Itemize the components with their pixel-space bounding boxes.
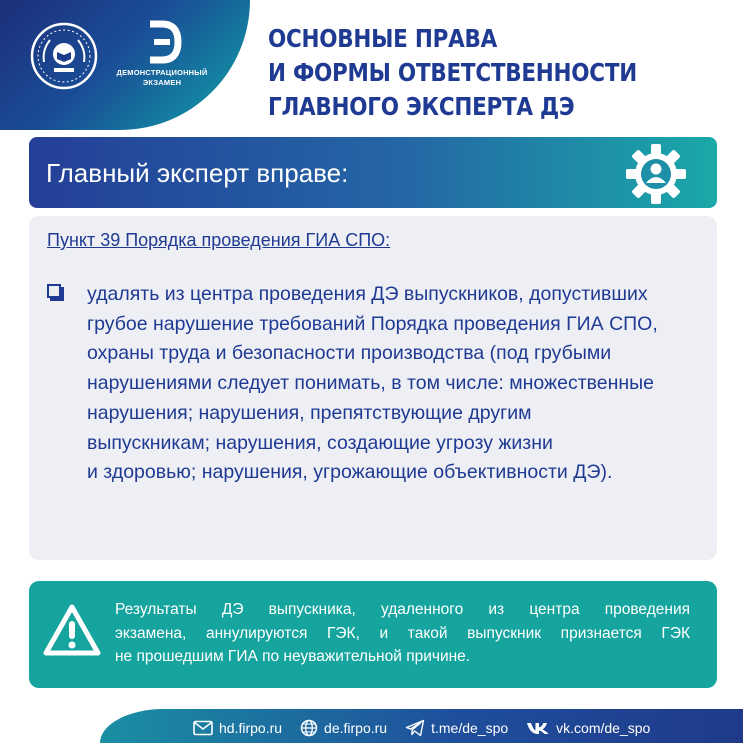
title-line-1: ОСНОВНЫЕ ПРАВА xyxy=(268,24,497,53)
telegram-icon xyxy=(405,719,425,737)
body-line: грубое нарушение требований Порядка проведения ГИА СПО, xyxy=(87,312,658,335)
footer-link-text: hd.firpo.ru xyxy=(219,720,283,736)
globe-icon xyxy=(300,719,318,737)
warning-box xyxy=(29,581,717,688)
panel-subtitle: Пункт 39 Порядка проведения ГИА СПО: xyxy=(47,230,391,250)
header-background xyxy=(0,0,250,130)
panel-body-text xyxy=(87,280,717,488)
checkbox-icon xyxy=(47,284,61,298)
footer-link-text: t.me/de_spo xyxy=(431,720,509,736)
warning-triangle-icon xyxy=(43,603,101,657)
footer-link-site[interactable] xyxy=(300,719,387,737)
warning-line: не прошедшим ГИА по неуважительной причине. xyxy=(115,648,471,665)
footer-link-vk[interactable] xyxy=(526,720,650,736)
mail-icon xyxy=(193,720,213,736)
body-line: нарушения; нарушения, препятствующие другим xyxy=(87,401,532,424)
de-logo-mark xyxy=(140,20,184,64)
footer-link-mail[interactable] xyxy=(193,720,282,736)
section-banner xyxy=(29,137,717,208)
vk-icon xyxy=(526,721,550,735)
warning-line: экзамена, аннулируются ГЭК, и такой выпускник признается ГЭК xyxy=(115,624,690,642)
title-line-3: ГЛАВНОГО ЭКСПЕРТА ДЭ xyxy=(268,92,575,121)
title-line-2: И ФОРМЫ ОТВЕТСТВЕННОСТИ xyxy=(268,58,637,87)
footer-link-text: vk.com/de_spo xyxy=(556,720,651,736)
gear-person-icon xyxy=(625,143,687,205)
warning-line: Результаты ДЭ выпускника, удаленного из центра проведения xyxy=(115,601,690,618)
footer-links xyxy=(193,716,650,740)
body-line: охраны труда и безопасности производства (под грубыми xyxy=(87,342,612,365)
footer-link-telegram[interactable] xyxy=(405,719,508,737)
logo-text-line1: ДЕМОНСТРАЦИОННЫЙ xyxy=(116,68,208,77)
body-line: и здоровью; нарушения, угрожающие объективности ДЭ). xyxy=(87,461,613,484)
body-line: нарушениями следует понимать, в том числе: множественные xyxy=(87,372,655,395)
body-line: удалять из центра проведения ДЭ выпускников, допустивших xyxy=(87,283,648,305)
warning-text xyxy=(115,598,690,669)
banner-heading: Главный эксперт вправе: xyxy=(46,158,349,188)
footer-link-text: de.firpo.ru xyxy=(324,720,388,736)
logo-text-line2: ЭКЗАМЕН xyxy=(142,78,182,87)
body-line: выпускникам; нарушения, создающие угрозу жизни xyxy=(87,431,553,454)
firpo-emblem-logo xyxy=(30,22,98,90)
page-title xyxy=(268,22,655,124)
demo-exam-logo xyxy=(112,20,212,100)
rights-panel xyxy=(29,216,717,560)
